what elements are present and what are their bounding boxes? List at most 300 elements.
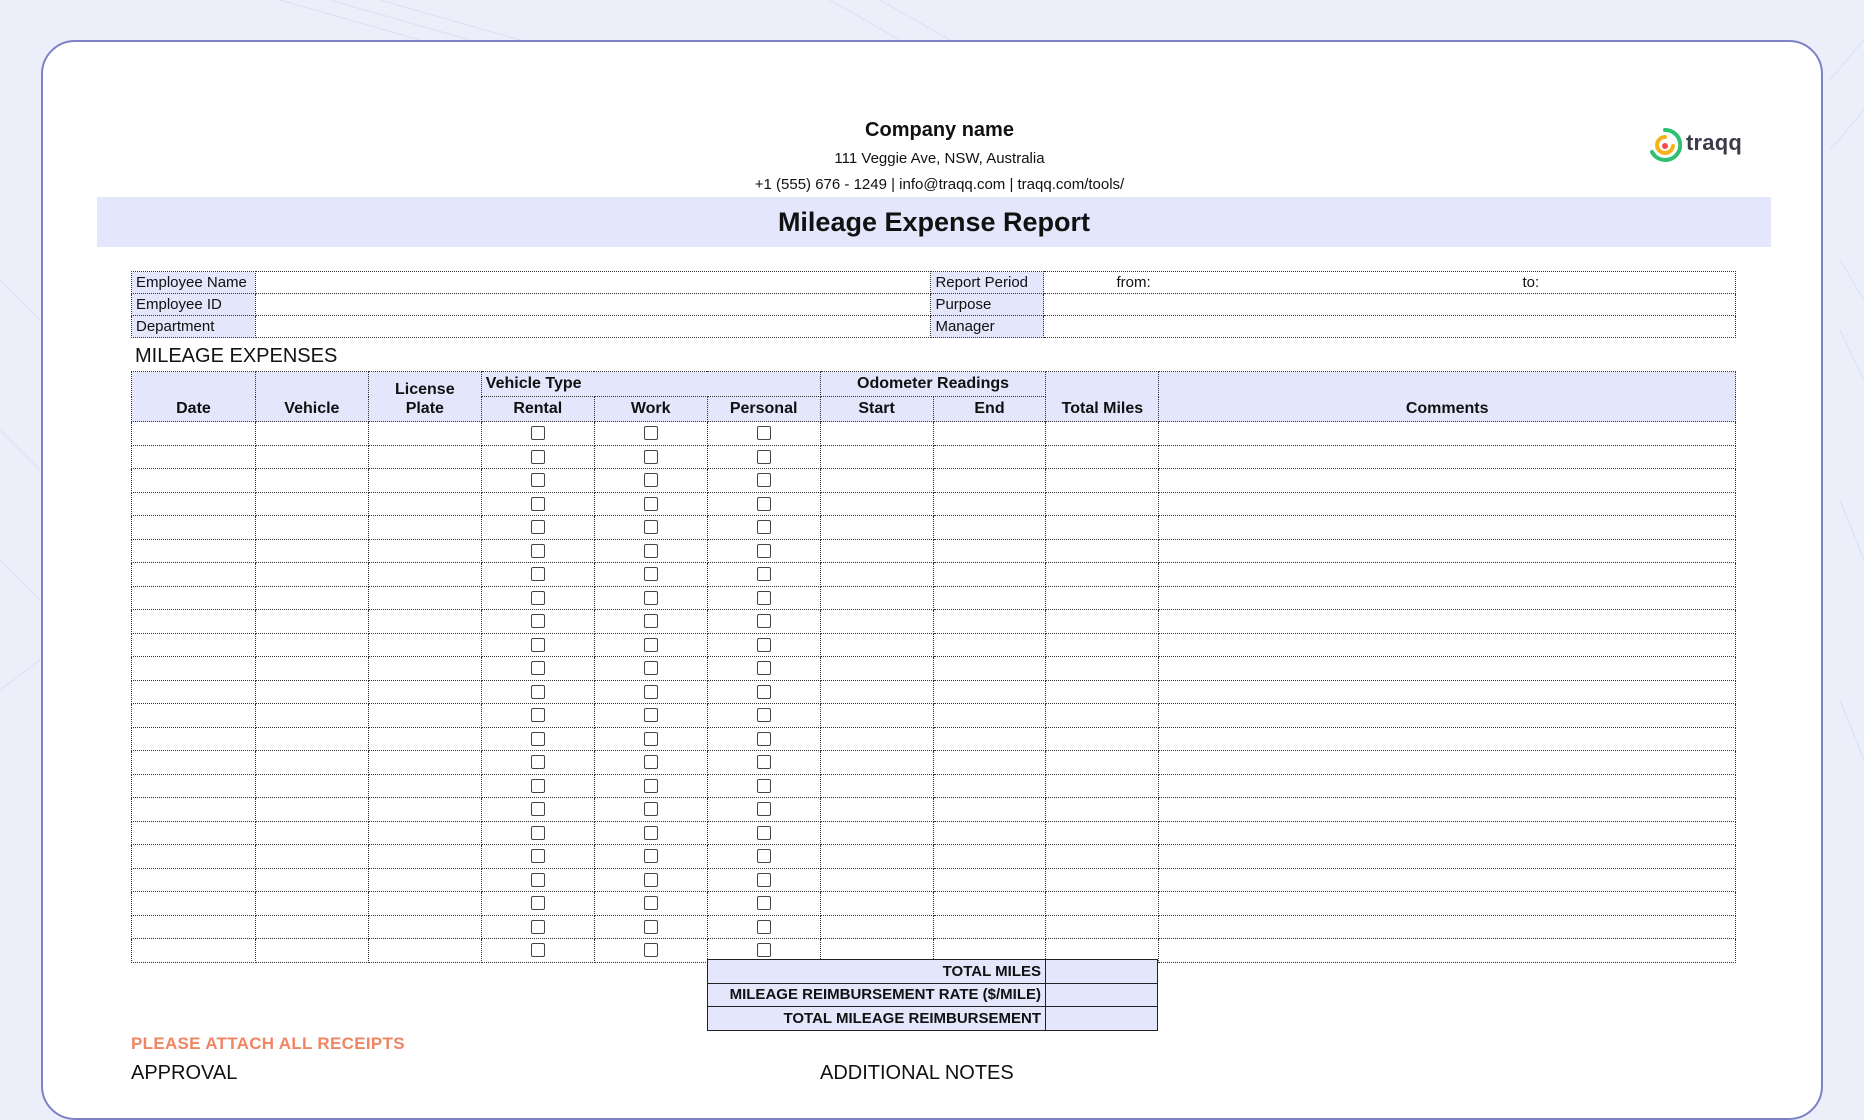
work-checkbox[interactable] [644, 708, 658, 722]
cell-comments[interactable] [1159, 892, 1736, 916]
cell-vehicle[interactable] [255, 586, 368, 610]
personal-checkbox[interactable] [757, 638, 771, 652]
personal-checkbox[interactable] [757, 497, 771, 511]
table-row [132, 610, 1736, 634]
purpose-label: Purpose [931, 294, 1044, 316]
cell-end[interactable] [933, 798, 1046, 822]
cell-work [594, 610, 707, 634]
personal-checkbox[interactable] [757, 544, 771, 558]
cell-personal [707, 704, 820, 728]
cell-license-plate[interactable] [368, 868, 481, 892]
rental-checkbox[interactable] [531, 661, 545, 675]
cell-date[interactable] [132, 727, 256, 751]
cell-comments[interactable] [1159, 821, 1736, 845]
cell-license-plate[interactable] [368, 680, 481, 704]
col-vehicle: Vehicle [255, 372, 368, 422]
col-total-miles: Total Miles [1046, 372, 1159, 422]
cell-date[interactable] [132, 492, 256, 516]
rental-checkbox[interactable] [531, 473, 545, 487]
cell-total-miles[interactable] [1046, 727, 1159, 751]
cell-date[interactable] [132, 845, 256, 869]
cell-date[interactable] [132, 751, 256, 775]
cell-comments[interactable] [1159, 516, 1736, 540]
cell-date[interactable] [132, 868, 256, 892]
cell-license-plate[interactable] [368, 563, 481, 587]
cell-date[interactable] [132, 892, 256, 916]
cell-total-miles[interactable] [1046, 516, 1159, 540]
cell-end[interactable] [933, 657, 1046, 681]
work-checkbox[interactable] [644, 755, 658, 769]
cell-start[interactable] [820, 422, 933, 446]
work-checkbox[interactable] [644, 849, 658, 863]
cell-comments[interactable] [1159, 492, 1736, 516]
personal-checkbox[interactable] [757, 426, 771, 440]
cell-personal [707, 445, 820, 469]
cell-personal [707, 727, 820, 751]
cell-end[interactable] [933, 445, 1046, 469]
cell-date[interactable] [132, 610, 256, 634]
cell-end[interactable] [933, 751, 1046, 775]
cell-total-miles[interactable] [1046, 469, 1159, 493]
rental-checkbox[interactable] [531, 802, 545, 816]
report-period-label: Report Period [931, 272, 1044, 294]
cell-license-plate[interactable] [368, 539, 481, 563]
cell-date[interactable] [132, 539, 256, 563]
cell-vehicle[interactable] [255, 422, 368, 446]
work-checkbox[interactable] [644, 920, 658, 934]
cell-end[interactable] [933, 680, 1046, 704]
cell-vehicle[interactable] [255, 727, 368, 751]
cell-license-plate[interactable] [368, 469, 481, 493]
table-row [132, 657, 1736, 681]
cell-total-miles[interactable] [1046, 751, 1159, 775]
work-checkbox[interactable] [644, 661, 658, 675]
personal-checkbox[interactable] [757, 920, 771, 934]
cell-personal [707, 798, 820, 822]
cell-end[interactable] [933, 915, 1046, 939]
cell-start[interactable] [820, 915, 933, 939]
cell-license-plate[interactable] [368, 845, 481, 869]
cell-total-miles[interactable] [1046, 798, 1159, 822]
cell-vehicle[interactable] [255, 563, 368, 587]
cell-comments[interactable] [1159, 798, 1736, 822]
work-checkbox[interactable] [644, 450, 658, 464]
rental-checkbox[interactable] [531, 544, 545, 558]
cell-comments[interactable] [1159, 727, 1736, 751]
cell-start[interactable] [820, 680, 933, 704]
cell-personal [707, 469, 820, 493]
employee-id-field[interactable] [255, 294, 930, 316]
rental-checkbox[interactable] [531, 826, 545, 840]
cell-end[interactable] [933, 821, 1046, 845]
cell-start[interactable] [820, 774, 933, 798]
cell-start[interactable] [820, 492, 933, 516]
cell-license-plate[interactable] [368, 657, 481, 681]
cell-license-plate[interactable] [368, 633, 481, 657]
cell-license-plate[interactable] [368, 939, 481, 963]
rental-checkbox[interactable] [531, 708, 545, 722]
reimbursement-rate-value[interactable] [1046, 983, 1158, 1007]
cell-license-plate[interactable] [368, 727, 481, 751]
cell-vehicle[interactable] [255, 469, 368, 493]
personal-checkbox[interactable] [757, 450, 771, 464]
cell-license-plate[interactable] [368, 422, 481, 446]
company-contact: +1 (555) 676 - 1249 | info@traqq.com | traqq.com/tools/ [754, 176, 1125, 193]
cell-start[interactable] [820, 892, 933, 916]
employee-name-label: Employee Name [132, 272, 256, 294]
cell-date[interactable] [132, 445, 256, 469]
work-checkbox[interactable] [644, 591, 658, 605]
cell-total-miles[interactable] [1046, 774, 1159, 798]
cell-start[interactable] [820, 798, 933, 822]
cell-license-plate[interactable] [368, 492, 481, 516]
cell-date[interactable] [132, 939, 256, 963]
cell-start[interactable] [820, 845, 933, 869]
cell-date[interactable] [132, 657, 256, 681]
cell-comments[interactable] [1159, 445, 1736, 469]
manager-field[interactable] [1044, 316, 1736, 338]
additional-notes-title: ADDITIONAL NOTES [820, 1062, 1014, 1084]
personal-checkbox[interactable] [757, 849, 771, 863]
cell-vehicle[interactable] [255, 798, 368, 822]
work-checkbox[interactable] [644, 567, 658, 581]
cell-license-plate[interactable] [368, 445, 481, 469]
cell-work [594, 563, 707, 587]
cell-comments[interactable] [1159, 586, 1736, 610]
total-reimbursement-value[interactable] [1046, 1007, 1158, 1031]
cell-comments[interactable] [1159, 751, 1736, 775]
work-checkbox[interactable] [644, 943, 658, 957]
work-checkbox[interactable] [644, 497, 658, 511]
cell-vehicle[interactable] [255, 539, 368, 563]
cell-vehicle[interactable] [255, 633, 368, 657]
col-end: End [933, 397, 1046, 422]
cell-end[interactable] [933, 892, 1046, 916]
cell-vehicle[interactable] [255, 774, 368, 798]
purpose-field[interactable] [1044, 294, 1736, 316]
work-checkbox[interactable] [644, 614, 658, 628]
cell-end[interactable] [933, 704, 1046, 728]
rental-checkbox[interactable] [531, 614, 545, 628]
cell-vehicle[interactable] [255, 516, 368, 540]
cell-license-plate[interactable] [368, 516, 481, 540]
cell-end[interactable] [933, 845, 1046, 869]
col-start: Start [820, 397, 933, 422]
work-checkbox[interactable] [644, 638, 658, 652]
cell-end[interactable] [933, 774, 1046, 798]
cell-personal [707, 539, 820, 563]
rental-checkbox[interactable] [531, 426, 545, 440]
personal-checkbox[interactable] [757, 826, 771, 840]
cell-vehicle[interactable] [255, 845, 368, 869]
cell-work [594, 751, 707, 775]
cell-comments[interactable] [1159, 563, 1736, 587]
personal-checkbox[interactable] [757, 708, 771, 722]
cell-vehicle[interactable] [255, 704, 368, 728]
cell-end[interactable] [933, 633, 1046, 657]
cell-date[interactable] [132, 422, 256, 446]
personal-checkbox[interactable] [757, 473, 771, 487]
cell-end[interactable] [933, 868, 1046, 892]
cell-comments[interactable] [1159, 657, 1736, 681]
work-checkbox[interactable] [644, 732, 658, 746]
report-sheet [41, 40, 1823, 1120]
cell-start[interactable] [820, 821, 933, 845]
cell-work [594, 422, 707, 446]
cell-start[interactable] [820, 539, 933, 563]
table-row [132, 868, 1736, 892]
cell-work [594, 939, 707, 963]
work-checkbox[interactable] [644, 426, 658, 440]
work-checkbox[interactable] [644, 779, 658, 793]
cell-date[interactable] [132, 798, 256, 822]
cell-work [594, 633, 707, 657]
cell-comments[interactable] [1159, 868, 1736, 892]
rental-checkbox[interactable] [531, 779, 545, 793]
cell-date[interactable] [132, 633, 256, 657]
table-row [132, 469, 1736, 493]
cell-start[interactable] [820, 445, 933, 469]
rental-checkbox[interactable] [531, 920, 545, 934]
cell-license-plate[interactable] [368, 798, 481, 822]
cell-rental [481, 610, 594, 634]
cell-rental [481, 422, 594, 446]
cell-work [594, 845, 707, 869]
personal-checkbox[interactable] [757, 661, 771, 675]
rental-checkbox[interactable] [531, 638, 545, 652]
cell-rental [481, 774, 594, 798]
cell-total-miles[interactable] [1046, 563, 1159, 587]
work-checkbox[interactable] [644, 685, 658, 699]
cell-work [594, 704, 707, 728]
cell-start[interactable] [820, 633, 933, 657]
approval-title: APPROVAL [131, 1062, 238, 1084]
personal-checkbox[interactable] [757, 685, 771, 699]
cell-comments[interactable] [1159, 469, 1736, 493]
cell-date[interactable] [132, 516, 256, 540]
cell-date[interactable] [132, 774, 256, 798]
work-checkbox[interactable] [644, 802, 658, 816]
cell-rental [481, 445, 594, 469]
cell-license-plate[interactable] [368, 751, 481, 775]
cell-personal [707, 915, 820, 939]
cell-end[interactable] [933, 492, 1046, 516]
personal-checkbox[interactable] [757, 755, 771, 769]
cell-license-plate[interactable] [368, 915, 481, 939]
cell-vehicle[interactable] [255, 492, 368, 516]
cell-total-miles[interactable] [1046, 821, 1159, 845]
cell-date[interactable] [132, 704, 256, 728]
personal-checkbox[interactable] [757, 802, 771, 816]
personal-checkbox[interactable] [757, 873, 771, 887]
department-field[interactable] [255, 316, 930, 338]
from-label: from: [1116, 274, 1151, 291]
cell-date[interactable] [132, 469, 256, 493]
cell-total-miles[interactable] [1046, 868, 1159, 892]
cell-vehicle[interactable] [255, 821, 368, 845]
cell-total-miles[interactable] [1046, 422, 1159, 446]
cell-vehicle[interactable] [255, 445, 368, 469]
cell-start[interactable] [820, 563, 933, 587]
table-row [132, 539, 1736, 563]
cell-start[interactable] [820, 868, 933, 892]
table-row [132, 516, 1736, 540]
col-personal: Personal [707, 397, 820, 422]
personal-checkbox[interactable] [757, 732, 771, 746]
cell-work [594, 774, 707, 798]
cell-end[interactable] [933, 516, 1046, 540]
table-row [132, 798, 1736, 822]
cell-comments[interactable] [1159, 633, 1736, 657]
cell-total-miles[interactable] [1046, 445, 1159, 469]
cell-total-miles[interactable] [1046, 610, 1159, 634]
rental-checkbox[interactable] [531, 450, 545, 464]
cell-comments[interactable] [1159, 610, 1736, 634]
col-rental: Rental [481, 397, 594, 422]
cell-comments[interactable] [1159, 915, 1736, 939]
rental-checkbox[interactable] [531, 849, 545, 863]
cell-comments[interactable] [1159, 704, 1736, 728]
department-label: Department [132, 316, 256, 338]
report-period-field[interactable] [1044, 272, 1736, 294]
rental-checkbox[interactable] [531, 873, 545, 887]
cell-start[interactable] [820, 727, 933, 751]
cell-end[interactable] [933, 586, 1046, 610]
work-checkbox[interactable] [644, 473, 658, 487]
cell-rental [481, 845, 594, 869]
rental-checkbox[interactable] [531, 591, 545, 605]
cell-comments[interactable] [1159, 774, 1736, 798]
cell-total-miles[interactable] [1046, 657, 1159, 681]
cell-work [594, 657, 707, 681]
personal-checkbox[interactable] [757, 614, 771, 628]
rental-checkbox[interactable] [531, 943, 545, 957]
rental-checkbox[interactable] [531, 497, 545, 511]
rental-checkbox[interactable] [531, 567, 545, 581]
cell-total-miles[interactable] [1046, 892, 1159, 916]
cell-total-miles[interactable] [1046, 680, 1159, 704]
cell-date[interactable] [132, 821, 256, 845]
personal-checkbox[interactable] [757, 591, 771, 605]
rental-checkbox[interactable] [531, 685, 545, 699]
table-row [132, 422, 1736, 446]
cell-date[interactable] [132, 563, 256, 587]
table-row [132, 563, 1736, 587]
work-checkbox[interactable] [644, 896, 658, 910]
cell-vehicle[interactable] [255, 939, 368, 963]
cell-license-plate[interactable] [368, 774, 481, 798]
cell-comments[interactable] [1159, 939, 1736, 963]
cell-total-miles[interactable] [1046, 586, 1159, 610]
work-checkbox[interactable] [644, 826, 658, 840]
cell-end[interactable] [933, 422, 1046, 446]
work-checkbox[interactable] [644, 520, 658, 534]
personal-checkbox[interactable] [757, 779, 771, 793]
cell-rental [481, 798, 594, 822]
cell-work [594, 821, 707, 845]
cell-start[interactable] [820, 469, 933, 493]
cell-vehicle[interactable] [255, 657, 368, 681]
work-checkbox[interactable] [644, 544, 658, 558]
company-address: 111 Veggie Ave, NSW, Australia [834, 150, 1045, 167]
cell-total-miles[interactable] [1046, 492, 1159, 516]
cell-work [594, 727, 707, 751]
cell-end[interactable] [933, 610, 1046, 634]
cell-vehicle[interactable] [255, 680, 368, 704]
cell-rental [481, 727, 594, 751]
rental-checkbox[interactable] [531, 520, 545, 534]
cell-license-plate[interactable] [368, 704, 481, 728]
cell-comments[interactable] [1159, 680, 1736, 704]
personal-checkbox[interactable] [757, 943, 771, 957]
personal-checkbox[interactable] [757, 520, 771, 534]
cell-personal [707, 657, 820, 681]
col-date: Date [132, 372, 256, 422]
cell-start[interactable] [820, 516, 933, 540]
cell-rental [481, 868, 594, 892]
report-title: Mileage Expense Report [97, 197, 1771, 247]
personal-checkbox[interactable] [757, 567, 771, 581]
cell-end[interactable] [933, 469, 1046, 493]
cell-start[interactable] [820, 610, 933, 634]
cell-total-miles[interactable] [1046, 915, 1159, 939]
cell-comments[interactable] [1159, 422, 1736, 446]
cell-total-miles[interactable] [1046, 845, 1159, 869]
cell-end[interactable] [933, 563, 1046, 587]
total-miles-value[interactable] [1046, 960, 1158, 984]
rental-checkbox[interactable] [531, 896, 545, 910]
cell-start[interactable] [820, 586, 933, 610]
cell-license-plate[interactable] [368, 892, 481, 916]
cell-total-miles[interactable] [1046, 633, 1159, 657]
personal-checkbox[interactable] [757, 896, 771, 910]
cell-vehicle[interactable] [255, 610, 368, 634]
cell-date[interactable] [132, 680, 256, 704]
cell-license-plate[interactable] [368, 821, 481, 845]
work-checkbox[interactable] [644, 873, 658, 887]
cell-start[interactable] [820, 751, 933, 775]
rental-checkbox[interactable] [531, 755, 545, 769]
cell-personal [707, 868, 820, 892]
traqq-logo-icon [1648, 126, 1682, 166]
cell-vehicle[interactable] [255, 751, 368, 775]
cell-start[interactable] [820, 704, 933, 728]
cell-date[interactable] [132, 586, 256, 610]
employee-name-field[interactable] [255, 272, 930, 294]
cell-end[interactable] [933, 539, 1046, 563]
attach-receipts-note: PLEASE ATTACH ALL RECEIPTS [131, 1034, 405, 1053]
cell-end[interactable] [933, 727, 1046, 751]
cell-vehicle[interactable] [255, 868, 368, 892]
cell-license-plate[interactable] [368, 610, 481, 634]
cell-date[interactable] [132, 915, 256, 939]
cell-personal [707, 845, 820, 869]
cell-start[interactable] [820, 657, 933, 681]
rental-checkbox[interactable] [531, 732, 545, 746]
cell-vehicle[interactable] [255, 892, 368, 916]
cell-comments[interactable] [1159, 845, 1736, 869]
cell-personal [707, 680, 820, 704]
table-row [132, 751, 1736, 775]
cell-vehicle[interactable] [255, 915, 368, 939]
cell-total-miles[interactable] [1046, 704, 1159, 728]
table-row [132, 845, 1736, 869]
cell-personal [707, 774, 820, 798]
cell-total-miles[interactable] [1046, 539, 1159, 563]
col-odometer: Odometer Readings [820, 372, 1046, 397]
cell-license-plate[interactable] [368, 586, 481, 610]
cell-comments[interactable] [1159, 539, 1736, 563]
